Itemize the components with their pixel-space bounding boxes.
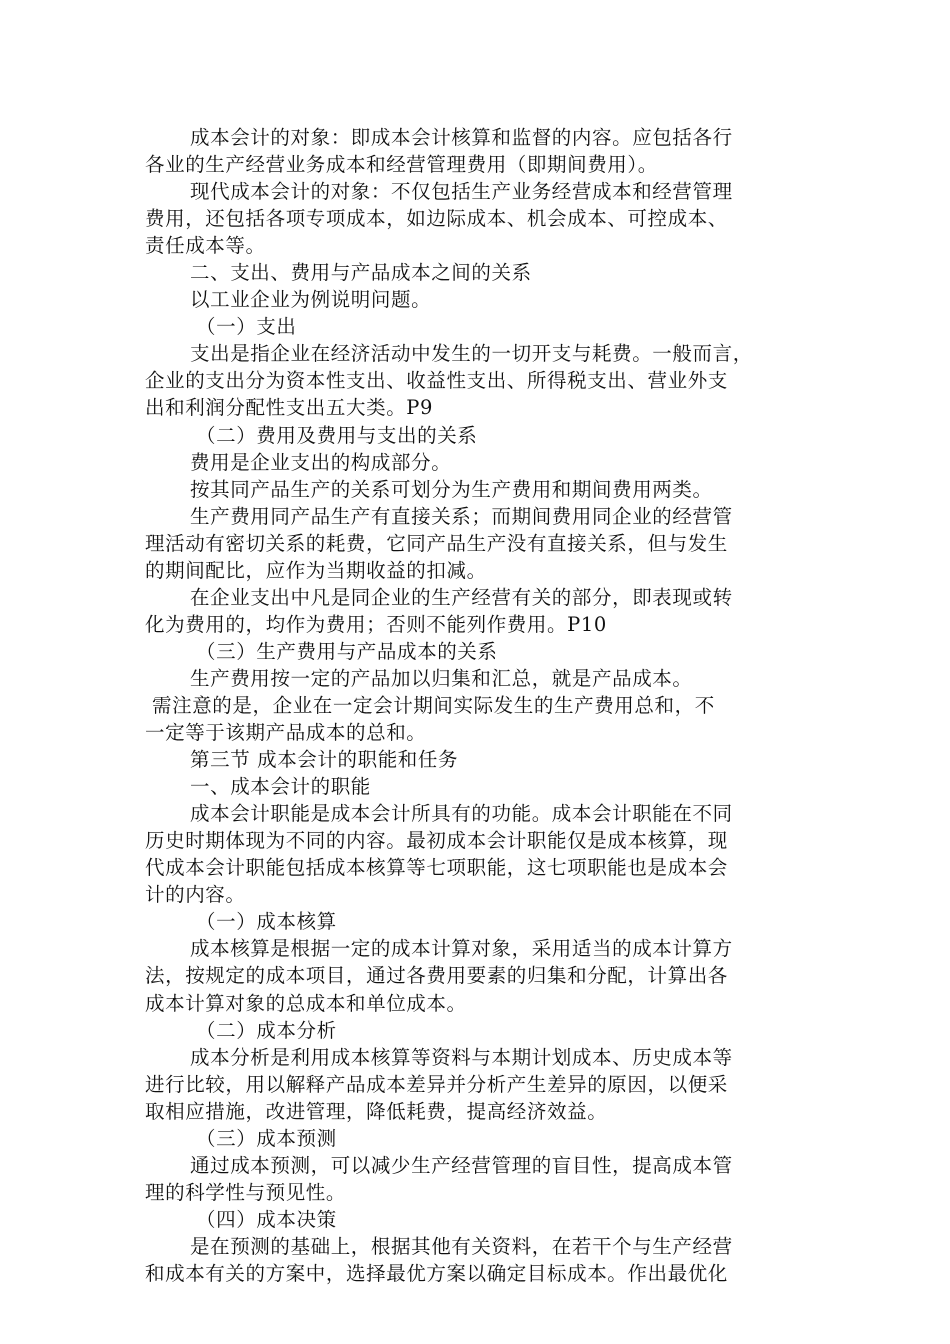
paragraph-line: 是在预测的基础上，根据其他有关资料，在若干个与生产经营 xyxy=(190,1234,733,1258)
subsection-heading: （二）费用及费用与支出的关系 xyxy=(196,423,478,447)
paragraph-line: 的期间配比，应作为当期收益的扣减。 xyxy=(145,558,487,582)
paragraph-line: 成本核算是根据一定的成本计算对象，采用适当的成本计算方 xyxy=(190,937,733,961)
paragraph-line: 化为费用的，均作为费用；否则不能列作费用。P10 xyxy=(145,612,607,636)
paragraph-line: 费用，还包括各项专项成本，如边际成本、机会成本、可控成本、 xyxy=(145,207,728,231)
chapter-section-heading: 第三节 成本会计的职能和任务 xyxy=(190,748,459,772)
paragraph-line: 进行比较，用以解释产品成本差异并分析产生差异的原因，以便采 xyxy=(145,1072,728,1096)
subsection-heading: （二）成本分析 xyxy=(196,1018,337,1042)
paragraph-line: 法，按规定的成本项目，通过各费用要素的归集和分配，计算出各 xyxy=(145,964,728,988)
paragraph-line: 理的科学性与预见性。 xyxy=(145,1180,347,1204)
document-body xyxy=(145,124,825,1287)
paragraph-line: 责任成本等。 xyxy=(145,234,266,258)
paragraph-line: 需注意的是，企业在一定会计期间实际发生的生产费用总和，不 xyxy=(152,693,715,717)
paragraph-line: 各业的生产经营业务成本和经营管理费用（即期间费用）。 xyxy=(145,153,658,177)
paragraph-line: 历史时期体现为不同的内容。最初成本会计职能仅是成本核算，现 xyxy=(145,829,728,853)
paragraph-line: 现代成本会计的对象：不仅包括生产业务经营成本和经营管理 xyxy=(190,180,733,204)
paragraph-line: 计的内容。 xyxy=(145,883,246,907)
subsection-heading: （四）成本决策 xyxy=(196,1207,337,1231)
paragraph-line: 成本会计职能是成本会计所具有的功能。成本会计职能在不同 xyxy=(190,802,733,826)
paragraph-line: 以工业企业为例说明问题。 xyxy=(190,288,432,312)
paragraph-line: 按其同产品生产的关系可划分为生产费用和期间费用两类。 xyxy=(190,477,713,501)
section-heading: 二、支出、费用与产品成本之间的关系 xyxy=(190,261,532,285)
paragraph-line: 企业的支出分为资本性支出、收益性支出、所得税支出、营业外支 xyxy=(145,369,728,393)
paragraph-line: 取相应措施，改进管理，降低耗费，提高经济效益。 xyxy=(145,1099,608,1123)
subsection-heading: （三）生产费用与产品成本的关系 xyxy=(196,639,498,663)
subsection-heading: （一）支出 xyxy=(196,315,297,339)
section-heading: 一、成本会计的职能 xyxy=(190,775,371,799)
subsection-heading: （三）成本预测 xyxy=(196,1126,337,1150)
paragraph-line: 在企业支出中凡是同企业的生产经营有关的部分，即表现或转 xyxy=(190,585,733,609)
paragraph-line: 通过成本预测，可以减少生产经营管理的盲目性，提高成本管 xyxy=(190,1153,733,1177)
paragraph-line: 理活动有密切关系的耗费，它同产品生产没有直接关系，但与发生 xyxy=(145,531,728,555)
paragraph-line: 成本分析是利用成本核算等资料与本期计划成本、历史成本等 xyxy=(190,1045,733,1069)
paragraph-line: 费用是企业支出的构成部分。 xyxy=(190,450,452,474)
paragraph-line: 生产费用同产品生产有直接关系；而期间费用同企业的经营管 xyxy=(190,504,733,528)
paragraph-line: 支出是指企业在经济活动中发生的一切开支与耗费。一般而言， xyxy=(190,342,753,366)
subsection-heading: （一）成本核算 xyxy=(196,910,337,934)
paragraph-line: 出和利润分配性支出五大类。P9 xyxy=(145,396,434,420)
paragraph-line: 成本计算对象的总成本和单位成本。 xyxy=(145,991,467,1015)
paragraph-line: 成本会计的对象：即成本会计核算和监督的内容。应包括各行 xyxy=(190,126,733,149)
paragraph-line: 和成本有关的方案中，选择最优方案以确定目标成本。作出最优化 xyxy=(145,1261,728,1285)
paragraph-line: 生产费用按一定的产品加以归集和汇总，就是产品成本。 xyxy=(190,666,693,690)
paragraph-line: 代成本会计职能包括成本核算等七项职能，这七项职能也是成本会 xyxy=(145,856,728,880)
paragraph-line: 一定等于该期产品成本的总和。 xyxy=(145,721,427,745)
